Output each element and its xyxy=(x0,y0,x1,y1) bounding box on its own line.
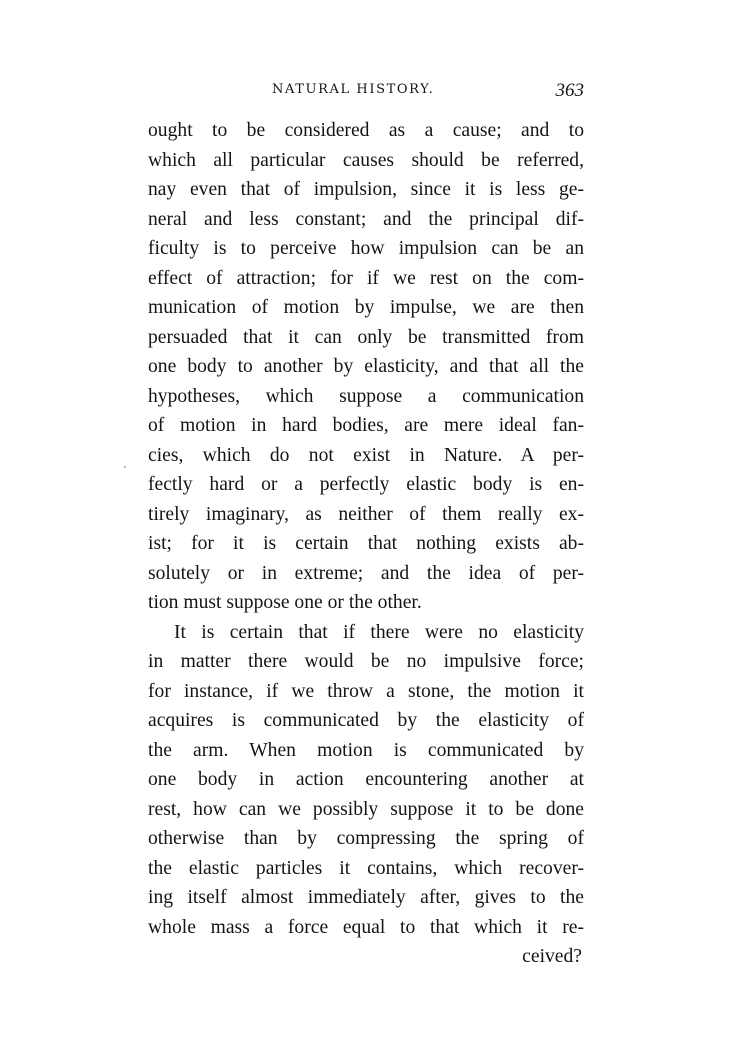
text-line: the arm. When motion is communicated by xyxy=(148,739,584,761)
text-line: in matter there would be no impulsive force; xyxy=(148,651,584,672)
paragraph-1 xyxy=(148,116,584,618)
text-line: fectly hard or a perfectly elastic body is en- xyxy=(148,474,584,495)
catchword: ceived? xyxy=(522,946,582,967)
text-line: ing itself almost immediately after, gives to the xyxy=(148,887,584,908)
text-line: of motion in hard bodies, are mere ideal fan- xyxy=(148,415,584,436)
text-line: rest, how can we possibly suppose it to be done xyxy=(148,798,584,820)
text-line: one body in action encountering another at xyxy=(148,769,584,790)
paragraph-2 xyxy=(148,618,584,943)
text-line: munication of motion by impulse, we are then xyxy=(148,297,584,318)
text-line: persuaded that it can only be transmitted from xyxy=(148,326,584,348)
text-line: ist; for it is certain that nothing exists ab- xyxy=(148,533,584,554)
text-line: tion must suppose one or the other. xyxy=(148,592,422,613)
running-head xyxy=(148,80,590,104)
text-line: neral and less constant; and the principal dif- xyxy=(148,208,584,230)
text-line: tirely imaginary, as neither of them really ex- xyxy=(148,503,584,525)
text-line: cies, which do not exist in Nature. A per- xyxy=(148,444,584,466)
margin-speck xyxy=(124,466,126,468)
text-line: hypotheses, which suppose a communication xyxy=(148,385,584,407)
page-number: 363 xyxy=(555,80,584,101)
text-line: which all particular causes should be referred, xyxy=(148,149,584,171)
text-line: nay even that of impulsion, since it is less ge- xyxy=(148,179,584,200)
text-line: for instance, if we throw a stone, the motion it xyxy=(148,680,584,702)
text-line: solutely or in extreme; and the idea of per- xyxy=(148,562,584,584)
text-line: ought to be considered as a cause; and to xyxy=(148,120,584,141)
text-line: effect of attraction; for if we rest on the com- xyxy=(148,267,584,289)
text-line: one body to another by elasticity, and that all the xyxy=(148,356,584,377)
text-line: otherwise than by compressing the spring of xyxy=(148,828,584,849)
text-line: acquires is communicated by the elasticity of xyxy=(148,710,584,731)
text-line: the elastic particles it contains, which recover- xyxy=(148,857,584,879)
text-line: whole mass a force equal to that which it re- xyxy=(148,916,584,938)
running-title: NATURAL HISTORY. xyxy=(272,82,435,97)
text-line: ficulty is to perceive how impulsion can be an xyxy=(148,238,584,259)
text-line: It is certain that if there were no elasticity xyxy=(174,621,584,643)
body-text xyxy=(148,116,584,972)
